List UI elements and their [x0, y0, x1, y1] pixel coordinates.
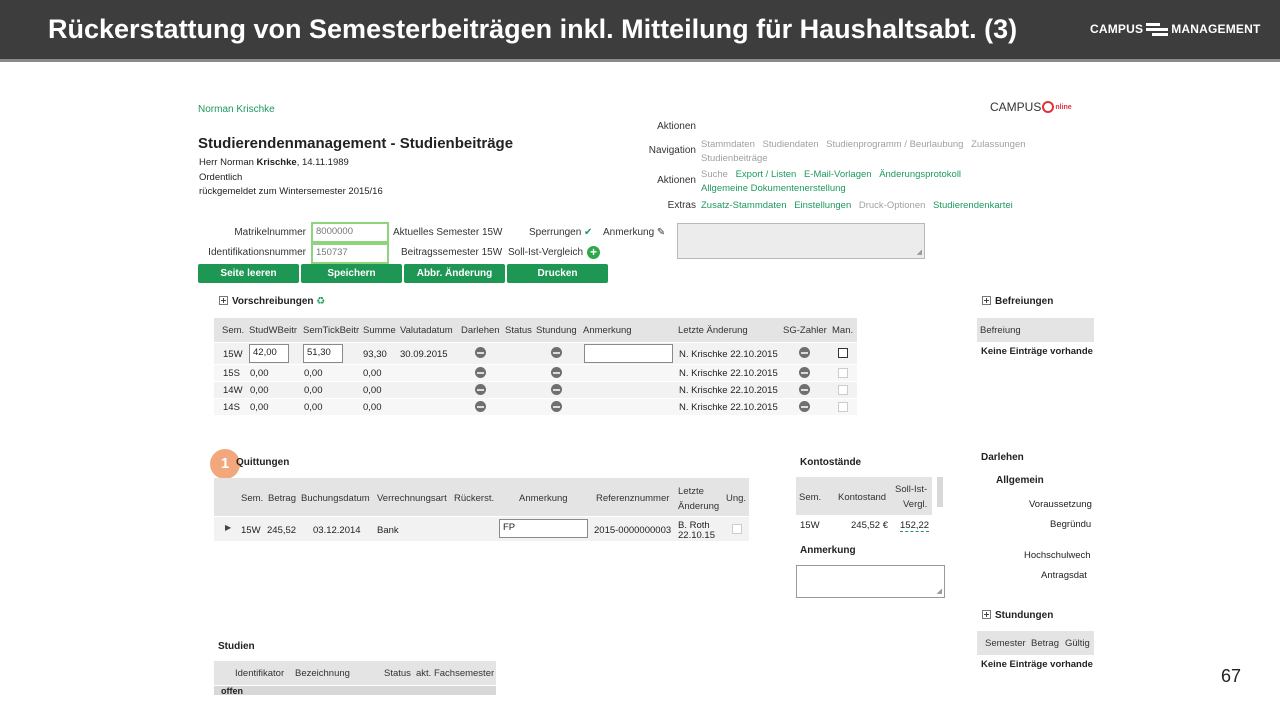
kontostaende-title: Kontostände	[800, 457, 862, 468]
action-link-export[interactable]: Export / Listen	[735, 169, 797, 180]
aktuelles-semester	[393, 227, 503, 238]
sperrungen	[529, 227, 592, 238]
soll-ist-vergleich-link[interactable]: 152,22	[900, 520, 930, 531]
cell-semtickbeitr: 0,00	[304, 368, 323, 379]
th-buchungsdatum: Buchungsdatum	[301, 493, 370, 504]
logo-mark-icon	[1146, 22, 1168, 36]
logo-online-text: nline	[1055, 103, 1072, 111]
cell-kontostand: 245,52 €	[851, 520, 888, 531]
cell-verrechnungsart: Bank	[377, 525, 399, 536]
expand-icon[interactable]	[982, 296, 991, 305]
th-sem: Sem.	[222, 325, 245, 336]
vorschreibungen-title[interactable]	[219, 296, 325, 307]
soll-ist-label: Soll-Ist-Vergleich	[508, 247, 584, 258]
person-prefix: Herr Norman	[199, 157, 257, 168]
th-anmerkung: Anmerkung	[583, 325, 632, 336]
cell-summe: 93,30	[363, 349, 387, 360]
th-betrag: Betrag	[268, 493, 296, 504]
man-checkbox[interactable]	[838, 368, 848, 378]
th-vergl: Vergl.	[903, 499, 928, 510]
th-man: Man.	[832, 325, 854, 336]
befreiungen-title-text: Befreiungen	[995, 296, 1054, 307]
th-rueckerst: Rückerst.	[454, 493, 495, 504]
quittungen-title: Quittungen	[236, 457, 290, 468]
th-verrechnungsart: Verrechnungsart	[377, 493, 447, 504]
expand-row-icon[interactable]: ▶	[225, 523, 232, 532]
sg-zahler-icon[interactable]	[799, 384, 810, 395]
darlehen-hochschulwechsel: Hochschulwech	[1024, 550, 1091, 561]
page-number: 67	[1221, 666, 1242, 686]
cell-studwbeitr: 0,00	[250, 385, 269, 396]
th-sem: Sem.	[241, 493, 264, 504]
quittung-anmerkung-input[interactable]: FP	[499, 519, 588, 538]
th-valutadatum: Valutadatum	[400, 325, 453, 336]
logo-right-text: MANAGEMENT	[1171, 22, 1261, 36]
cell-sem: 14S	[223, 402, 240, 413]
stundung-status-icon[interactable]	[551, 401, 562, 412]
cell-sem: 15W	[241, 525, 261, 536]
pencil-icon[interactable]: ✎	[656, 227, 666, 238]
th-anmerkung: Anmerkung	[519, 493, 568, 504]
th-status: Status	[384, 668, 411, 679]
th-letzte: Letzte	[678, 486, 704, 497]
student-type: Ordentlich	[199, 172, 243, 183]
cell-sem: 14W	[223, 385, 243, 396]
darlehen-voraussetzung: Voraussetzung	[1029, 499, 1092, 510]
nav-link-zulassungen[interactable]: Zulassungen	[971, 139, 1026, 150]
vorschreibungen-title-text: Vorschreibungen	[232, 296, 314, 307]
cell-semtickbeitr: 0,00	[304, 402, 323, 413]
slide-header	[0, 0, 1280, 62]
beitragssemester	[401, 247, 502, 258]
th-gueltig: Gültig	[1065, 638, 1090, 649]
th-studwbeitr: StudWBeitr	[249, 325, 298, 336]
aktionen-label: Aktionen	[657, 175, 696, 186]
cell-sem: 15W	[223, 349, 243, 360]
cell-letzte-aenderung: N. Krischke 22.10.2015	[679, 368, 778, 379]
darlehen-antragsdatum: Antragsdat	[1041, 570, 1087, 581]
cell-semtickbeitr: 0,00	[304, 385, 323, 396]
th-befreiung: Befreiung	[980, 325, 1021, 336]
cell-letzte-name: B. Roth	[678, 520, 710, 531]
cell-studwbeitr: 0,00	[250, 402, 269, 413]
campus-management-logo	[1090, 22, 1261, 36]
nav-link-studiendaten[interactable]: Studiendaten	[762, 139, 819, 150]
ident-input[interactable]: 150737	[311, 243, 389, 264]
soll-ist-vergleich	[508, 247, 583, 258]
th-bezeichnung: Bezeichnung	[295, 668, 350, 679]
logo-campus-text: CAMPUS	[990, 100, 1042, 114]
action-link-suche[interactable]: Suche	[701, 169, 728, 180]
th-identifikator: Identifikator	[235, 668, 285, 679]
campusonline-logo	[990, 100, 1072, 114]
navigation-links	[701, 139, 1031, 150]
nav-link-studienbeitraege[interactable]: Studienbeiträge	[701, 153, 768, 164]
studien-group-label: offen	[221, 686, 243, 695]
slide-title: Rückerstattung von Semesterbeiträgen inkl. Mitteilung für Haushaltsabt. (3)	[48, 14, 1018, 44]
user-name-link[interactable]: Norman Krischke	[198, 104, 275, 115]
anmerkung-row-input[interactable]	[584, 344, 673, 363]
action-link-dokumentenerstellung[interactable]: Allgemeine Dokumentenerstellung	[701, 183, 846, 194]
expand-icon[interactable]	[219, 296, 228, 305]
stundungen-title[interactable]	[982, 610, 1053, 621]
darlehen-allgemein: Allgemein	[996, 475, 1044, 486]
th-ung: Ung.	[726, 493, 747, 504]
refresh-icon[interactable]: ♻	[316, 296, 326, 307]
darlehen-status-icon[interactable]	[475, 347, 486, 358]
resize-handle-icon: ◢	[936, 588, 942, 595]
anmerkung-form	[603, 227, 665, 238]
th-sg-zahler: SG-Zahler	[783, 325, 827, 336]
th-betrag: Betrag	[1031, 638, 1059, 649]
beitragssemester-label: Beitragssemester	[401, 247, 479, 258]
th-referenznummer: Referenznummer	[596, 493, 670, 504]
abbr-aenderung-button[interactable]: Abbr. Änderung	[404, 264, 505, 283]
th-letzte-aenderung: Letzte Änderung	[678, 325, 748, 336]
nav-link-stammdaten[interactable]: Stammdaten	[701, 139, 755, 150]
cell-buchungsdatum: 03.12.2014	[313, 525, 361, 536]
th-akt-fachsemester: akt. Fachsemester	[416, 668, 495, 679]
ident-label: Identifikationsnummer	[208, 247, 306, 258]
cell-studwbeitr: 0,00	[250, 368, 269, 379]
resize-handle-icon: ◢	[916, 249, 922, 256]
darlehen-begruendung: Begründu	[1050, 519, 1092, 530]
cell-betrag: 245,52	[267, 525, 297, 536]
sg-zahler-icon[interactable]	[799, 367, 810, 378]
th-semtickbeitr: SemTickBeitr	[303, 325, 360, 336]
stundung-status-icon[interactable]	[551, 347, 562, 358]
befreiungen-empty-text: Keine Einträge vorhande	[981, 346, 1093, 357]
cell-valuta: 30.09.2015	[400, 349, 448, 360]
th-darlehen: Darlehen	[461, 325, 500, 336]
action-link-email-vorlagen[interactable]: E-Mail-Vorlagen	[803, 169, 872, 180]
stundung-status-icon[interactable]	[551, 384, 562, 395]
expand-icon[interactable]	[982, 610, 991, 619]
man-checkbox[interactable]	[838, 402, 848, 412]
person-birthdate: , 14.11.1989	[296, 157, 349, 168]
seite-leeren-button[interactable]: Seite leeren	[198, 264, 299, 283]
add-circle-icon[interactable]: +	[587, 246, 600, 259]
matrikel-input[interactable]: 8000000	[311, 222, 389, 243]
th-soll-ist: Soll-Ist-	[895, 484, 928, 495]
cell-summe: 0,00	[363, 402, 382, 413]
man-checkbox[interactable]	[838, 348, 848, 358]
stundung-status-icon[interactable]	[551, 367, 562, 378]
th-aenderung: Änderung	[678, 501, 720, 512]
cell-referenznummer: 2015-0000000003	[594, 525, 672, 536]
person-lastname: Krischke	[256, 157, 297, 168]
darlehen-status-icon[interactable]	[475, 367, 486, 378]
cell-summe: 0,00	[363, 385, 382, 396]
cell-letzte-datum: 22.10.15	[678, 530, 715, 541]
cell-sem: 15W	[800, 520, 820, 531]
th-stundung: Stundung	[536, 325, 577, 336]
speichern-button[interactable]: Speichern	[301, 264, 402, 283]
sperrungen-label: Sperrungen	[529, 227, 582, 238]
anmerkung-textarea[interactable]	[677, 223, 925, 259]
extras-links	[701, 200, 1018, 211]
th-kontostand: Kontostand	[838, 492, 887, 503]
module-title: Studierendenmanagement - Studienbeiträge	[198, 135, 514, 152]
extras-link-druck-optionen[interactable]: Druck-Optionen	[858, 200, 926, 211]
aktuelles-semester-label: Aktuelles Semester	[393, 227, 480, 238]
semtickbeitr-input[interactable]: 51,30	[303, 344, 343, 363]
extras-label: Extras	[667, 200, 696, 211]
cell-summe: 0,00	[363, 368, 382, 379]
matrikel-label: Matrikelnummer	[234, 227, 306, 238]
kontostaende-anmerkung-label: Anmerkung	[800, 545, 856, 556]
nav-link-studienprogramm[interactable]: Studienprogramm / Beurlaubung	[826, 139, 964, 150]
th-sem: Sem.	[799, 492, 822, 503]
darlehen-status-icon[interactable]	[475, 401, 486, 412]
registration-status: rückgemeldet zum Wintersemester 2015/16	[199, 186, 383, 197]
drucken-button[interactable]: Drucken	[507, 264, 608, 283]
studien-group-row	[214, 686, 496, 695]
th-summe: Summe	[363, 325, 396, 336]
extras-link-zusatz-stammdaten[interactable]: Zusatz-Stammdaten	[701, 200, 787, 211]
cell-sem: 15S	[223, 368, 240, 379]
studwbeitr-input[interactable]: 42,00	[249, 344, 289, 363]
studien-title: Studien	[218, 641, 255, 652]
navigation-label: Navigation	[648, 145, 696, 156]
sg-zahler-icon[interactable]	[799, 347, 810, 358]
extras-link-einstellungen[interactable]: Einstellungen	[794, 200, 852, 211]
scrollbar[interactable]	[937, 477, 943, 507]
cell-letzte-aenderung: N. Krischke 22.10.2015	[679, 402, 778, 413]
sg-zahler-icon[interactable]	[799, 401, 810, 412]
extras-link-studierendenkartei[interactable]: Studierendenkartei	[933, 200, 1013, 211]
cell-letzte-aenderung: N. Krischke 22.10.2015	[679, 385, 778, 396]
stundungen-title-text: Stundungen	[995, 610, 1054, 621]
checkmark-icon: ✔	[584, 227, 593, 238]
logo-left-text: CAMPUS	[1090, 22, 1144, 36]
aktuelles-semester-value: 15W	[481, 227, 503, 238]
aktionen-top-label: Aktionen	[657, 121, 696, 132]
kontostaende-anmerkung-textarea[interactable]	[796, 565, 945, 598]
logo-o-icon	[1042, 101, 1054, 113]
beitragssemester-value: 15W	[481, 247, 503, 258]
aktionen-links	[701, 169, 966, 180]
person-line	[199, 157, 349, 168]
man-checkbox[interactable]	[838, 385, 848, 395]
th-status: Status	[505, 325, 532, 336]
step-badge: 1	[210, 449, 240, 479]
darlehen-title: Darlehen	[981, 452, 1024, 463]
darlehen-status-icon[interactable]	[475, 384, 486, 395]
ung-checkbox[interactable]	[732, 524, 742, 534]
action-link-aenderungsprotokoll[interactable]: Änderungsprotokoll	[879, 169, 962, 180]
stundungen-empty-text: Keine Einträge vorhande	[981, 659, 1093, 670]
befreiungen-title[interactable]	[982, 296, 1053, 307]
cell-letzte-aenderung: N. Krischke 22.10.2015	[679, 349, 778, 360]
th-semester: Semester	[985, 638, 1026, 649]
anmerkung-form-label: Anmerkung	[603, 227, 655, 238]
